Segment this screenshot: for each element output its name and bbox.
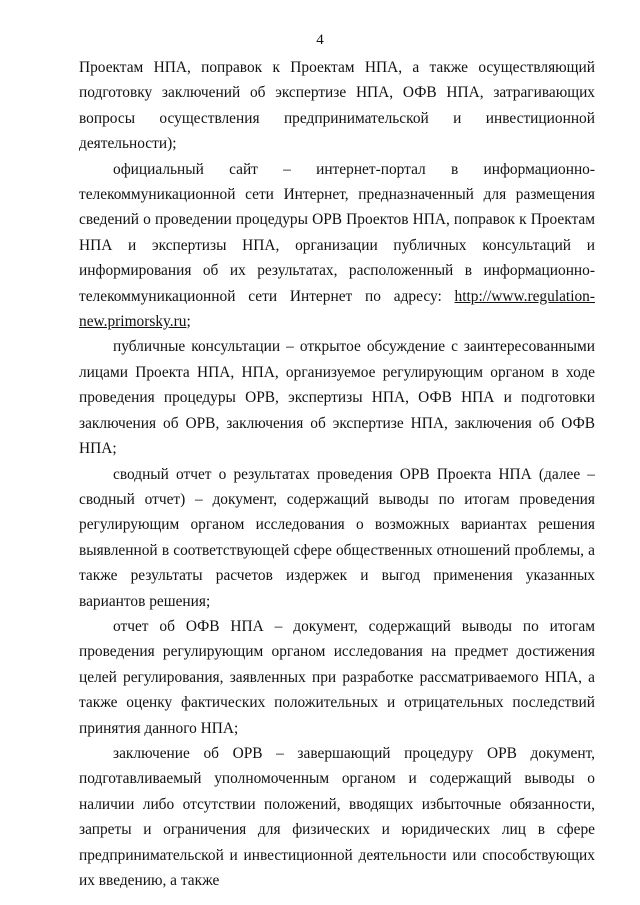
official-site-text: официальный сайт – интернет-портал в информационно-телекоммуникационной сети Интернет, предназначенный для размещения сведений о проведении процедуры ОРВ Проектов НПА, поправок к Проектам НПА и экспертизы НПА, организации публичных консультаций и информирования об их результатах, расположенный в информационно-телекоммуникационной сети Интернет по адресу: [79, 160, 595, 305]
paragraph-orv-conclusion: заключение об ОРВ – завершающий процедуру ОРВ документ, подготавливаемый уполномоченным органом и содержащий выводы о наличии либо отсутствии положений, вводящих избыточные обязанности, запреты и ограничения для физических и юридических лиц в сфере предпринимательской и инвестиционной деятельности или способствующих их введению, а также [79, 744, 595, 889]
official-site-text-end: ; [186, 313, 191, 331]
paragraph-public-consultations: публичные консультации – открытое обсуждение с заинтересованными лицами Проекта НПА, НПА, организуемое регулирующим органом в ходе проведения процедуры ОРВ, экспертизы НПА, ОФВ НПА и подготовки заключения об ОРВ, заключения об экспертизе НПА, заключения об ОФВ НПА; [79, 338, 595, 458]
regulation-site-link[interactable]: http://www.regulation-new.primorsky.ru [79, 287, 595, 331]
paragraph-summary-report: сводный отчет о результатах проведения ОРВ Проекта НПА (далее – сводный отчет) – документ, содержащий выводы по итогам проведения регулирующим органом исследования о возможных вариантах решения выявленной в соответствующей сфере общественных отношений проблемы, а также результаты расчетов издержек и выгод применения указанных вариантов решения; [79, 465, 595, 610]
paragraph-continuation: Проектам НПА, поправок к Проектам НПА, а также осуществляющий подготовку заключений об экспертизе НПА, ОФВ НПА, затрагивающих вопросы осуществления предпринимательской и инвестиционной деятельности); [79, 59, 595, 153]
paragraph-ofv-report: отчет об ОФВ НПА – документ, содержащий выводы по итогам проведения регулирующим органом исследования на предмет достижения целей регулирования, заявленных при разработке рассматриваемого НПА, а также оценку фактических положительных и отрицательных последствий принятия данного НПА; [79, 617, 595, 737]
document-body [79, 55, 595, 893]
page-number: 4 [316, 32, 324, 48]
paragraph-official-site [79, 157, 595, 335]
